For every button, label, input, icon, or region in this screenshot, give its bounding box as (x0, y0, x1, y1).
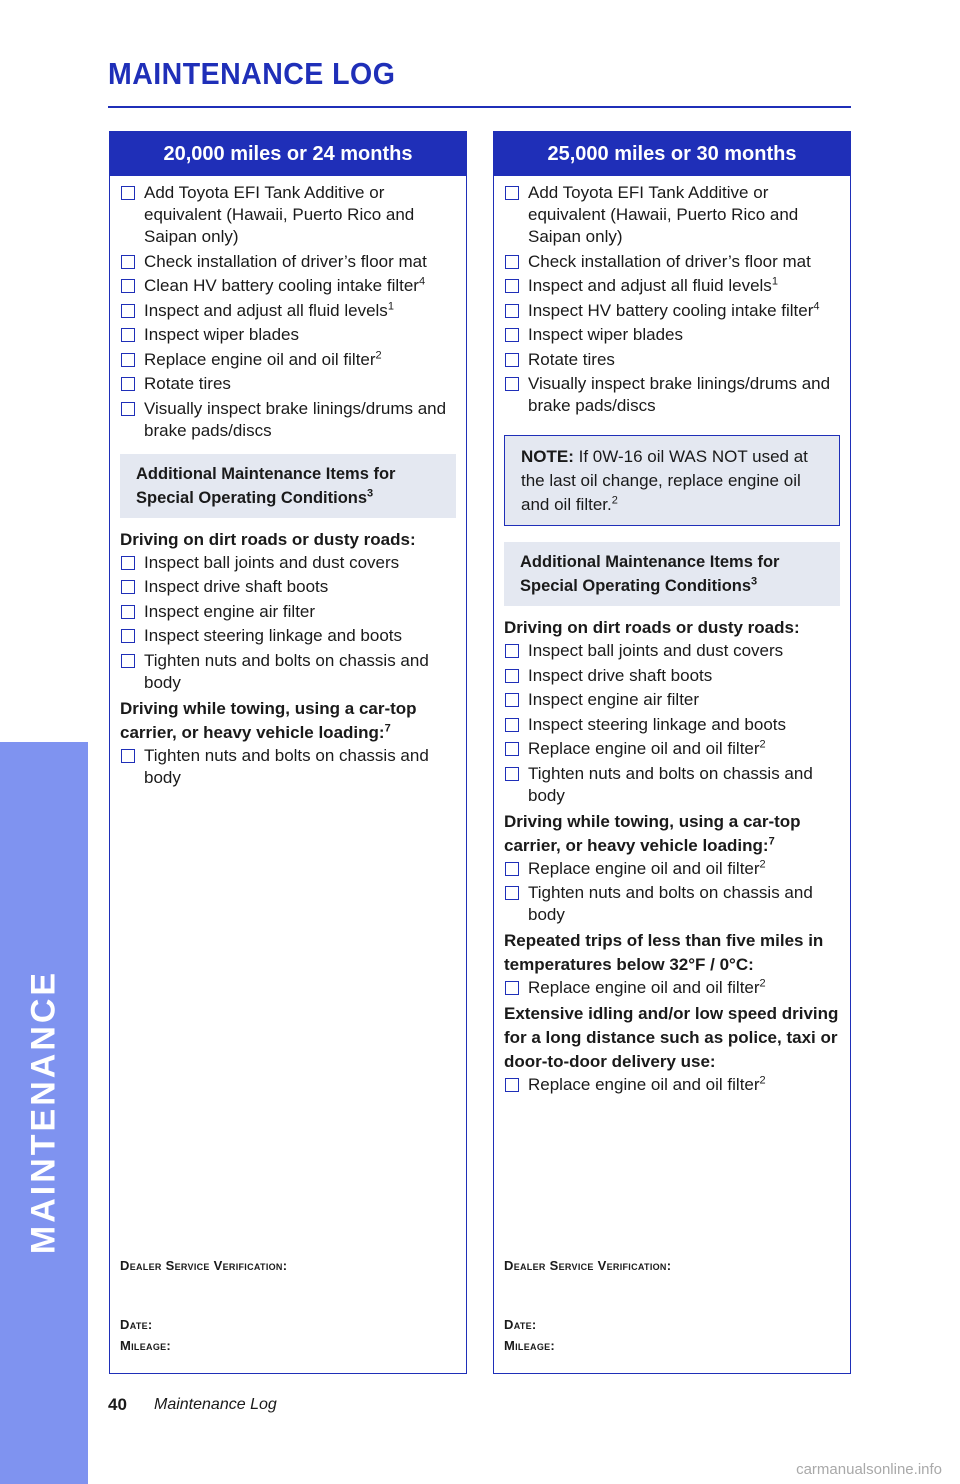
checkbox[interactable] (505, 304, 519, 318)
checkbox[interactable] (505, 669, 519, 683)
title-divider (108, 106, 851, 108)
checklist-item: Tighten nuts and bolts on chassis and body (504, 882, 840, 926)
footer-section-label: Maintenance Log (154, 1396, 277, 1413)
checkbox[interactable] (121, 629, 135, 643)
checklist-item: Inspect wiper blades (504, 324, 840, 346)
watermark: carmanualsonline.info (796, 1461, 942, 1478)
condition-heading: Repeated trips of less than five miles in temperatures below 32°F / 0°C: (504, 931, 824, 974)
log-column-25000 (493, 131, 851, 1374)
checklist-item: Replace engine oil and oil filter$^2$ (504, 738, 840, 760)
checkbox[interactable] (121, 255, 135, 269)
footnote-ref: 1 (771, 275, 778, 288)
checklist-item: Inspect ball joints and dust covers (120, 552, 456, 574)
checklist-item: Add Toyota EFI Tank Additive or equivalent (Hawaii, Puerto Rico and Saipan only) (504, 182, 840, 248)
condition-heading: Driving while towing, using a car-top carrier, or heavy vehicle loading:$^7$ (120, 698, 417, 742)
checkbox[interactable] (505, 1078, 519, 1092)
condition-heading: Extensive idling and/or low speed driving for a long distance such as police, taxi or door-to-door delivery use: (504, 1004, 839, 1071)
page-title: MAINTENANCE LOG (108, 56, 396, 91)
note-box: NOTE: If 0W-16 oil WAS NOT used at the last oil change, replace engine oil and oil filter.$^2$ (504, 435, 840, 526)
checkbox[interactable] (505, 353, 519, 367)
checkbox[interactable] (505, 255, 519, 269)
footnote-ref: 2 (759, 977, 766, 990)
checkbox[interactable] (505, 186, 519, 200)
note-label: NOTE: (521, 447, 574, 466)
checkbox[interactable] (121, 580, 135, 594)
checkbox[interactable] (505, 767, 519, 781)
checkbox[interactable] (121, 605, 135, 619)
checkbox[interactable] (505, 862, 519, 876)
checklist-item: Inspect and adjust all fluid levels$^1$ (504, 275, 840, 297)
checkbox[interactable] (121, 304, 135, 318)
mileage-label: Mileage: (504, 1338, 556, 1353)
condition-heading: Driving on dirt roads or dusty roads: (504, 618, 800, 637)
checklist-item: Inspect wiper blades (120, 324, 456, 346)
checkbox[interactable] (505, 328, 519, 342)
checklist-item: Replace engine oil and oil filter$^2$ (504, 858, 840, 880)
footnote-ref: 4 (418, 275, 426, 288)
checklist-item: Clean HV battery cooling intake filter$^4$ (120, 275, 456, 297)
checkbox[interactable] (505, 693, 519, 707)
interval-header: 25,000 miles or 30 months (494, 132, 850, 176)
log-column-20000 (109, 131, 467, 1374)
checkbox[interactable] (121, 749, 135, 763)
footnote-ref: 2 (759, 1074, 766, 1087)
side-tab-label: MAINTENANCE (24, 969, 63, 1255)
special-conditions-box: Additional Maintenance Items for Special Operating Conditions$^3$ (504, 542, 840, 606)
special-conditions-box: Additional Maintenance Items for Special Operating Conditions$^3$ (120, 454, 456, 518)
checklist-item: Rotate tires (504, 349, 840, 371)
checklist-item: Check installation of driver’s floor mat (504, 251, 840, 273)
condition-heading: Driving on dirt roads or dusty roads: (120, 529, 416, 549)
checkbox[interactable] (505, 644, 519, 658)
date-label: Date: (504, 1317, 537, 1332)
checkbox[interactable] (121, 328, 135, 342)
checkbox[interactable] (505, 377, 519, 391)
mileage-label: Mileage: (120, 1338, 172, 1353)
checklist-item: Inspect drive shaft boots (120, 576, 456, 598)
checklist-item: Visually inspect brake linings/drums and brake pads/discs (120, 398, 456, 442)
checkbox[interactable] (505, 279, 519, 293)
condition-heading: Driving while towing, using a car-top carrier, or heavy vehicle loading:$^7$ (504, 811, 801, 855)
dealer-verification-label: Dealer Service Verification: (120, 1258, 288, 1273)
checkbox[interactable] (121, 186, 135, 200)
checklist-item: Inspect engine air filter (504, 689, 840, 711)
date-label: Date: (120, 1317, 153, 1332)
checkbox[interactable] (121, 654, 135, 668)
checklist-item: Add Toyota EFI Tank Additive or equivalent (Hawaii, Puerto Rico and Saipan only) (120, 182, 456, 248)
checklist-item: Inspect ball joints and dust covers (504, 640, 840, 662)
checkbox[interactable] (121, 402, 135, 416)
checklist-item: Visually inspect brake linings/drums and brake pads/discs (504, 373, 840, 417)
checklist-item: Inspect engine air filter (120, 601, 456, 623)
checklist-item: Inspect steering linkage and boots (120, 625, 456, 647)
checkbox[interactable] (505, 742, 519, 756)
checklist-item: Check installation of driver’s floor mat (120, 251, 456, 273)
checklist-item: Inspect steering linkage and boots (504, 714, 840, 736)
checklist-item: Replace engine oil and oil filter$^2$ (120, 349, 456, 371)
checklist-item: Inspect and adjust all fluid levels$^1$ (120, 300, 456, 322)
footnote-ref: 1 (387, 299, 394, 312)
checkbox[interactable] (505, 718, 519, 732)
checklist-item: Inspect drive shaft boots (504, 665, 840, 687)
checkbox[interactable] (121, 353, 135, 367)
checkbox[interactable] (505, 981, 519, 995)
checklist-item: Replace engine oil and oil filter$^2$ (504, 977, 840, 999)
dealer-verification-label: Dealer Service Verification: (504, 1258, 672, 1273)
checklist-item: Tighten nuts and bolts on chassis and body (120, 745, 456, 789)
interval-header: 20,000 miles or 24 months (110, 132, 466, 176)
checklist-item: Rotate tires (120, 373, 456, 395)
footnote-ref: 4 (813, 299, 820, 312)
checkbox[interactable] (121, 279, 135, 293)
checkbox[interactable] (121, 377, 135, 391)
footnote-ref: 2 (759, 857, 766, 870)
footnote-ref: 2 (759, 738, 766, 751)
checkbox[interactable] (121, 556, 135, 570)
footnote-ref: 2 (375, 348, 382, 361)
checklist-item: Tighten nuts and bolts on chassis and body (504, 763, 840, 807)
checklist-item: Inspect HV battery cooling intake filter$^4$ (504, 300, 840, 322)
checklist-item: Replace engine oil and oil filter$^2$ (504, 1074, 840, 1096)
page-number: 40 (108, 1395, 127, 1414)
checkbox[interactable] (505, 886, 519, 900)
checklist-item: Tighten nuts and bolts on chassis and body (120, 650, 456, 694)
